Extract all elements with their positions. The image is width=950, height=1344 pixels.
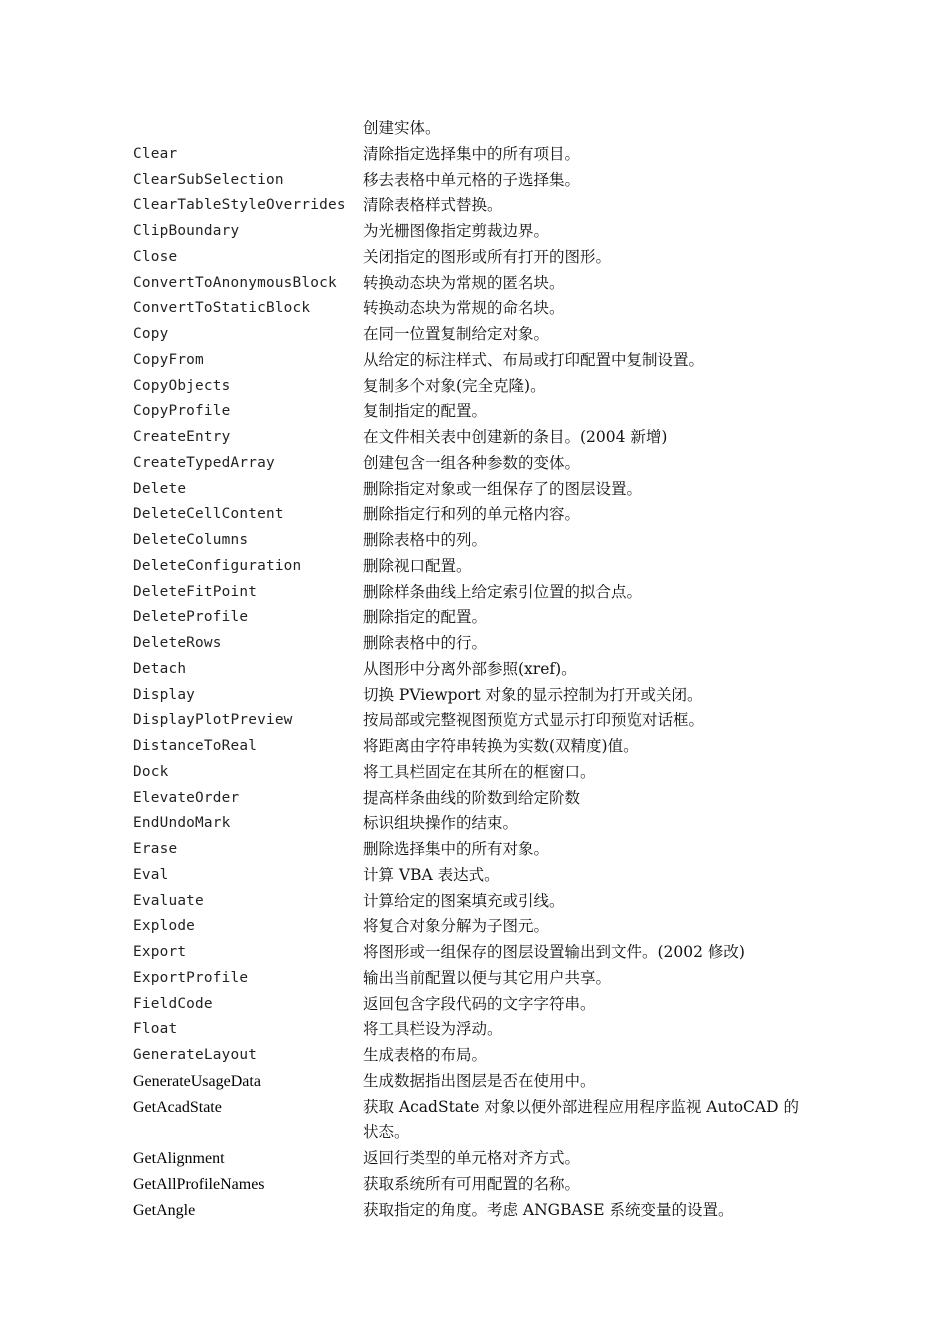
- method-name: Erase: [133, 841, 178, 857]
- method-name: CopyFrom: [133, 351, 204, 368]
- method-row: [133, 1146, 813, 1172]
- method-description: 删除样条曲线上给定索引位置的拟合点。: [363, 582, 643, 601]
- method-description: 获取指定的角度。考虑 ANGBASE 系统变量的设置。: [363, 1200, 734, 1219]
- method-description: 转换动态块为常规的命名块。: [363, 299, 565, 318]
- method-name: DeleteProfile: [133, 609, 249, 626]
- method-description: 将工具栏固定在其所在的框窗口。: [363, 762, 596, 781]
- method-row: [133, 1017, 813, 1043]
- method-description: 关闭指定的图形或所有打开的图形。: [363, 247, 612, 266]
- method-row: [133, 837, 813, 863]
- method-row: [133, 811, 813, 837]
- method-row: [133, 425, 813, 451]
- method-row: [133, 734, 813, 760]
- method-row: [133, 116, 813, 142]
- method-row: [133, 914, 813, 940]
- method-name: Copy: [133, 326, 169, 342]
- method-description: 从给定的标注样式、布局或打印配置中复制设置。: [363, 350, 705, 369]
- method-description: 获取系统所有可用配置的名称。: [363, 1174, 581, 1193]
- method-name: Display: [133, 686, 196, 703]
- method-row: [133, 168, 813, 194]
- method-name: GetAngle: [133, 1201, 196, 1219]
- method-name: Eval: [133, 866, 169, 883]
- method-description: 按局部或完整视图预览方式显示打印预览对话框。: [363, 711, 705, 730]
- method-name: Float: [133, 1021, 178, 1038]
- method-row: [133, 502, 813, 528]
- method-description: 将复合对象分解为子图元。: [363, 917, 550, 936]
- method-row: [133, 863, 813, 889]
- method-name: ConvertToAnonymousBlock: [133, 274, 337, 291]
- method-description: 删除指定的配置。: [363, 608, 488, 627]
- method-row: [133, 1043, 813, 1069]
- method-name: DeleteFitPoint: [133, 583, 258, 600]
- method-description: 在文件相关表中创建新的条目。(2004 新增): [363, 428, 668, 446]
- method-name: Delete: [133, 480, 187, 497]
- method-description: 返回包含字段代码的文字字符串。: [363, 994, 596, 1013]
- method-row: [133, 1069, 813, 1095]
- method-name: GenerateUsageData: [133, 1072, 261, 1090]
- method-row: [133, 399, 813, 425]
- method-description: 从图形中分离外部参照(xref)。: [363, 659, 577, 678]
- method-name: GetAcadState: [133, 1098, 222, 1116]
- method-description: 将图形或一组保存的图层设置输出到文件。(2002 修改): [363, 943, 745, 961]
- method-name: CopyObjects: [133, 377, 231, 394]
- method-name: DeleteCellContent: [133, 506, 284, 523]
- method-description: 转换动态块为常规的匿名块。: [363, 273, 565, 292]
- method-row: [133, 683, 813, 709]
- method-name: CreateEntry: [133, 429, 231, 445]
- method-row: [133, 374, 813, 400]
- method-row: [133, 1198, 813, 1224]
- method-description: 输出当前配置以便与其它用户共享。: [363, 968, 612, 987]
- method-row: [133, 528, 813, 554]
- method-description: 复制多个对象(完全克隆)。: [363, 376, 546, 395]
- method-row: [133, 296, 813, 322]
- method-row: [133, 348, 813, 374]
- method-description: 在同一位置复制给定对象。: [363, 325, 550, 343]
- method-name: ElevateOrder: [133, 789, 240, 806]
- method-description: 计算给定的图案填充或引线。: [363, 891, 565, 910]
- method-list: [133, 116, 813, 1223]
- method-row: [133, 477, 813, 503]
- method-row: [133, 219, 813, 245]
- method-row: [133, 786, 813, 812]
- method-name: CopyProfile: [133, 403, 231, 420]
- method-description: 提高样条曲线的阶数到给定阶数: [363, 788, 581, 807]
- method-row: [133, 760, 813, 786]
- method-description: 删除指定行和列的单元格内容。: [363, 505, 581, 524]
- method-row: [133, 322, 813, 348]
- method-description: 删除选择集中的所有对象。: [363, 840, 550, 858]
- method-name: DeleteRows: [133, 635, 222, 651]
- method-name: DeleteColumns: [133, 532, 249, 548]
- method-row: [133, 142, 813, 168]
- method-description: 创建实体。: [363, 119, 441, 137]
- method-description: 计算 VBA 表达式。: [363, 865, 500, 884]
- method-description: 将距离由字符串转换为实数(双精度)值。: [363, 737, 639, 755]
- method-name: Evaluate: [133, 892, 204, 909]
- method-name: ClearTableStyleOverrides: [133, 197, 346, 214]
- method-row: [133, 631, 813, 657]
- method-description: 为光栅图像指定剪裁边界。: [363, 222, 550, 240]
- method-row: [133, 580, 813, 606]
- method-description: 移去表格中单元格的子选择集。: [363, 170, 581, 189]
- method-name: Detach: [133, 660, 187, 677]
- method-row: [133, 889, 813, 915]
- method-description: 清除指定选择集中的所有项目。: [363, 144, 581, 163]
- method-name: Close: [133, 248, 178, 265]
- method-name: ExportProfile: [133, 969, 249, 986]
- method-row: [133, 966, 813, 992]
- method-name: GenerateLayout: [133, 1047, 258, 1063]
- method-row: [133, 708, 813, 734]
- method-description: 将工具栏设为浮动。: [363, 1020, 503, 1039]
- method-description: 返回行类型的单元格对齐方式。: [363, 1149, 581, 1167]
- method-name: GetAlignment: [133, 1150, 225, 1167]
- method-description: 生成数据指出图层是否在使用中。: [363, 1071, 596, 1090]
- method-description: 删除指定对象或一组保存了的图层设置。: [363, 479, 643, 498]
- method-row: [133, 554, 813, 580]
- method-row: [133, 1172, 813, 1198]
- method-name: FieldCode: [133, 995, 213, 1012]
- method-description: 删除表格中的行。: [363, 634, 488, 652]
- method-description: 复制指定的配置。: [363, 402, 488, 421]
- method-name: EndUndoMark: [133, 815, 231, 832]
- method-description: 标识组块操作的结束。: [363, 814, 519, 833]
- method-row: [133, 605, 813, 631]
- method-row: [133, 940, 813, 966]
- method-row: [133, 1095, 813, 1147]
- method-description: 切换 PViewport 对象的显示控制为打开或关闭。: [363, 685, 703, 704]
- method-name: Clear: [133, 145, 178, 162]
- method-description: 删除表格中的列。: [363, 531, 488, 549]
- method-description: 创建包含一组各种参数的变体。: [363, 453, 581, 472]
- method-row: [133, 657, 813, 683]
- method-name: ClearSubSelection: [133, 171, 284, 188]
- method-name: Export: [133, 944, 187, 960]
- method-name: CreateTypedArray: [133, 454, 275, 471]
- method-name: Explode: [133, 918, 196, 935]
- method-name: DisplayPlotPreview: [133, 712, 293, 729]
- method-description: 清除表格样式替换。: [363, 196, 503, 215]
- method-row: [133, 271, 813, 297]
- method-name: DeleteConfiguration: [133, 557, 302, 574]
- method-row: [133, 245, 813, 271]
- method-description: 获取 AcadState 对象以便外部进程应用程序监视 AutoCAD 的状态。: [363, 1097, 799, 1142]
- method-description: 删除视口配置。: [363, 556, 472, 575]
- method-name: DistanceToReal: [133, 738, 258, 754]
- method-description: 生成表格的布局。: [363, 1046, 488, 1064]
- method-row: [133, 451, 813, 477]
- method-name: GetAllProfileNames: [133, 1175, 265, 1193]
- method-row: [133, 992, 813, 1018]
- method-row: [133, 193, 813, 219]
- method-name: ClipBoundary: [133, 223, 240, 239]
- method-name: Dock: [133, 763, 169, 780]
- method-name: ConvertToStaticBlock: [133, 300, 311, 317]
